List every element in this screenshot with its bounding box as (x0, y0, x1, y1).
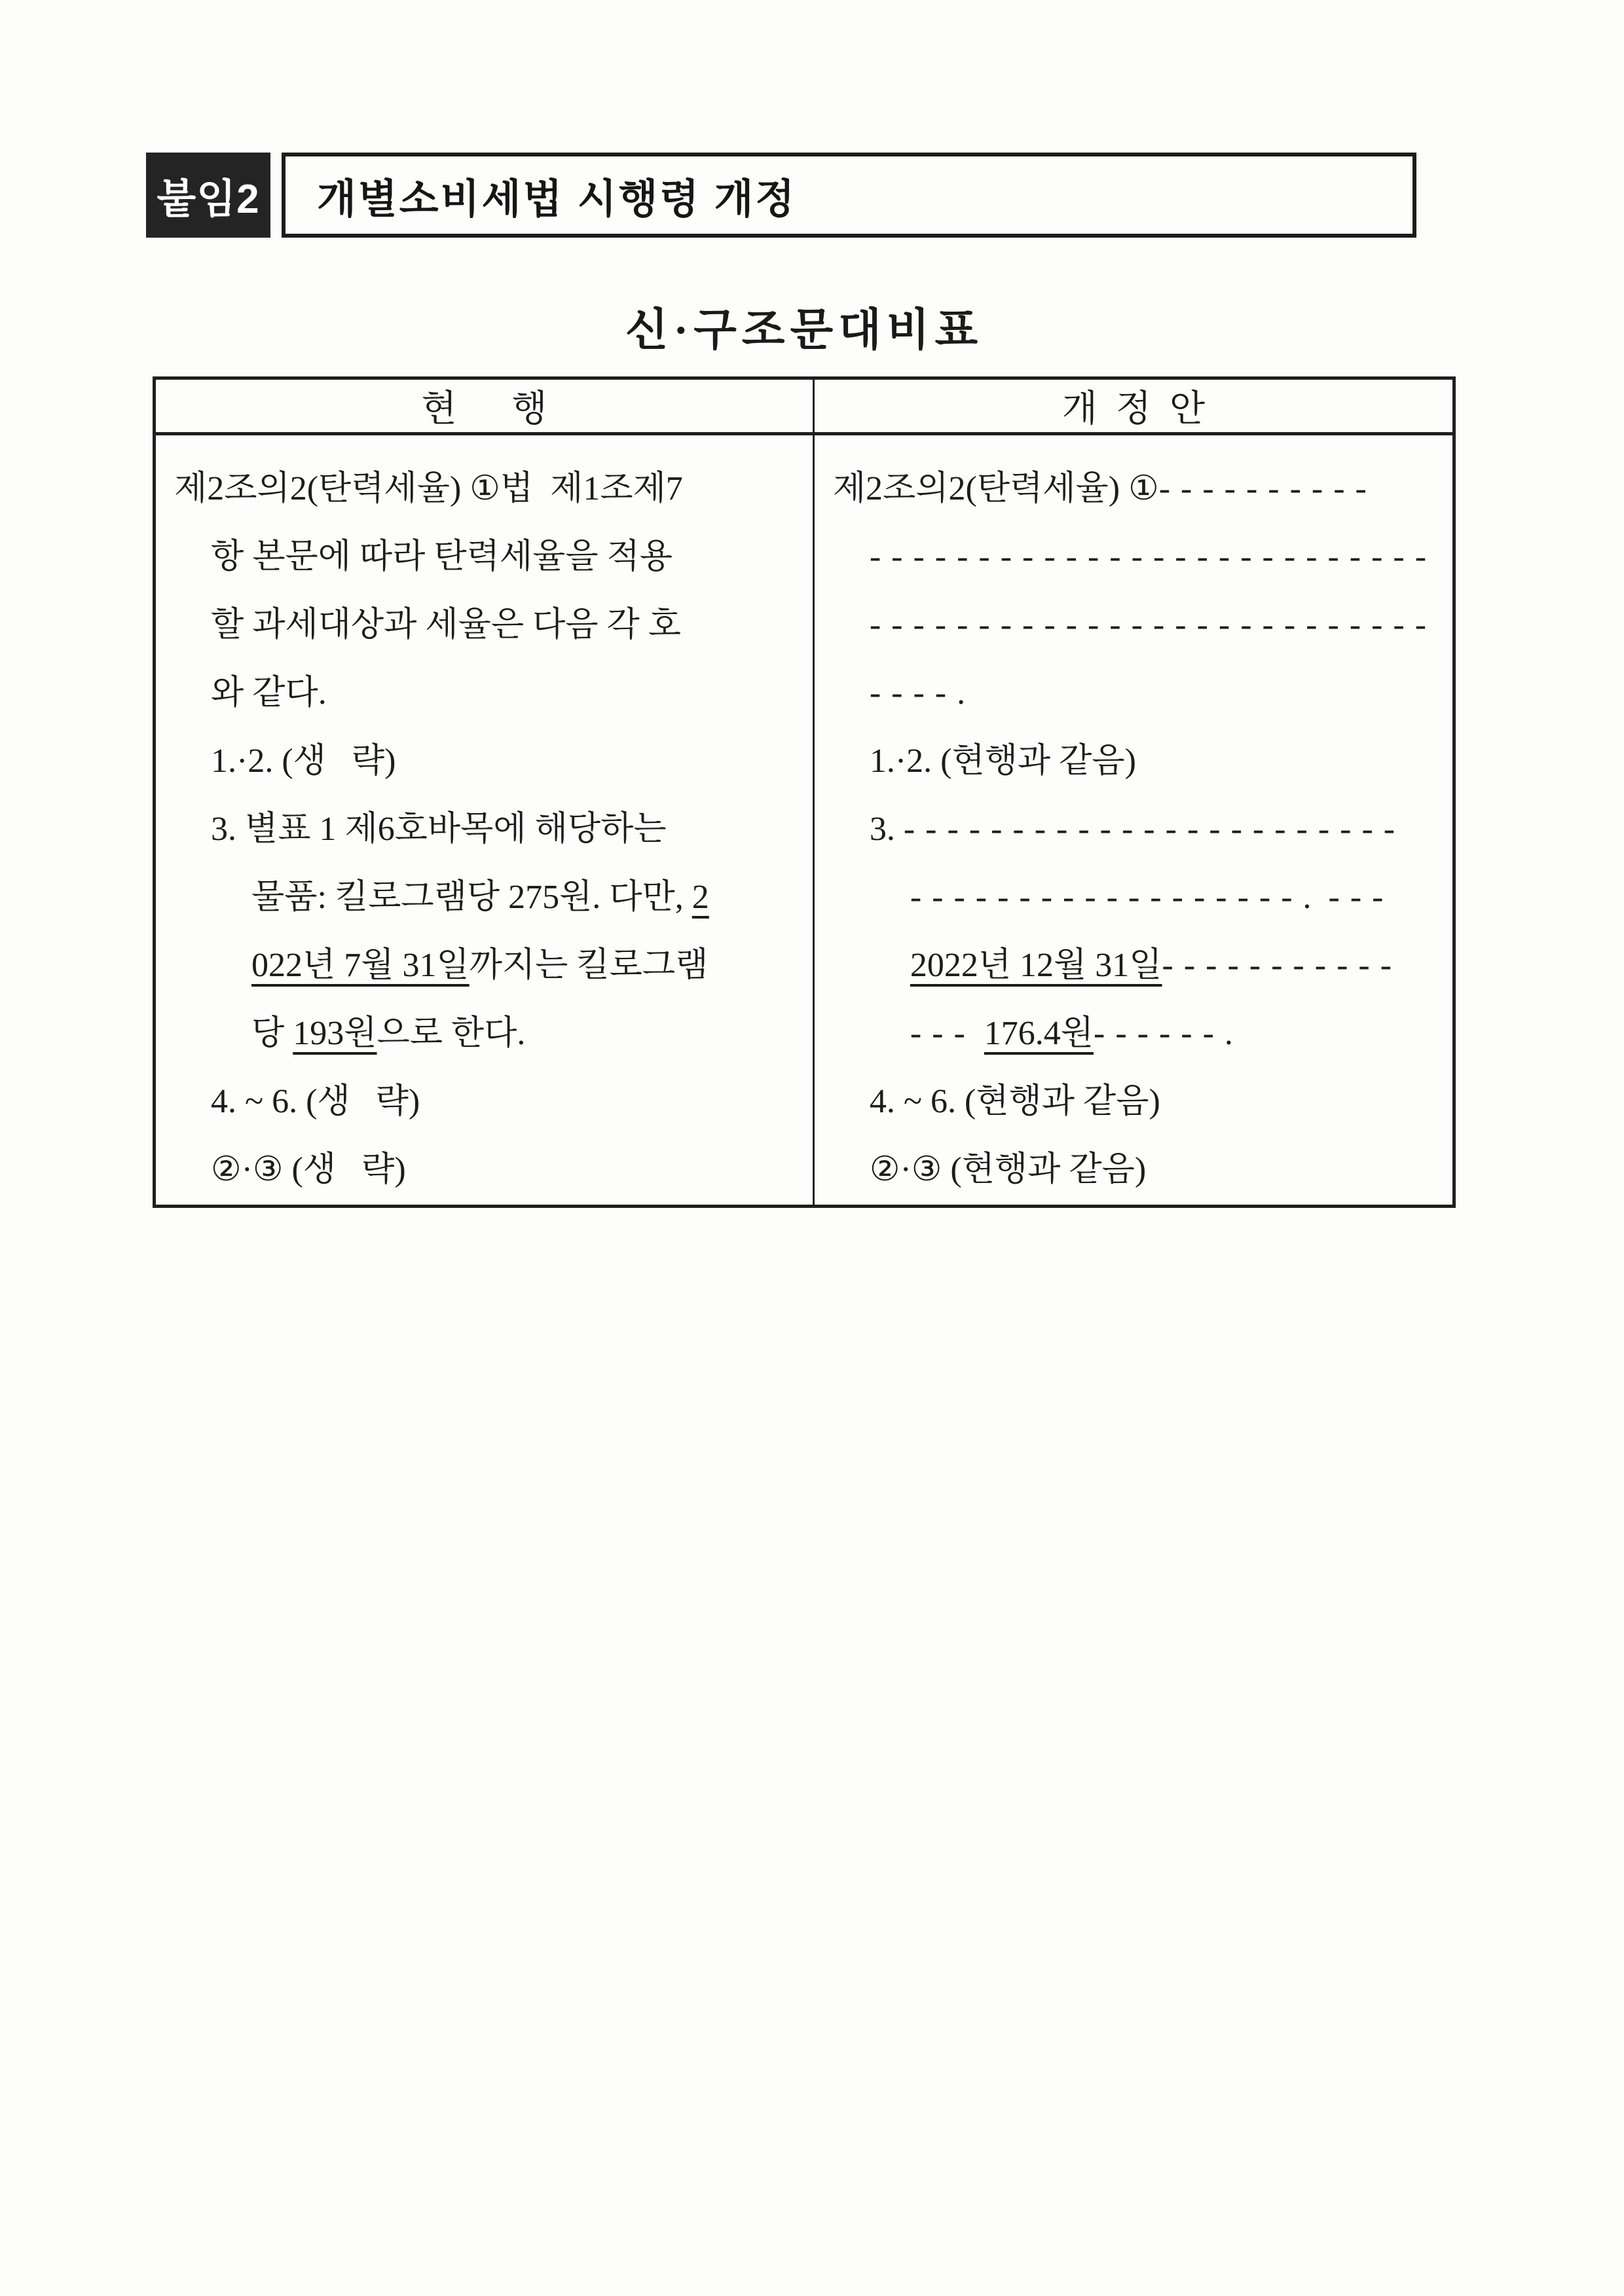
text-segment: 항 본문에 따라 탄력세율을 적용 (211, 538, 673, 575)
provision-line (174, 1136, 803, 1204)
text-segment: 3. (869, 811, 904, 848)
underlined-revision-text: 2 (692, 879, 709, 916)
provision-line (174, 1068, 803, 1136)
unchanged-dash-run: ----------------------- (903, 811, 1406, 848)
provision-line (833, 591, 1443, 659)
provision-line (833, 864, 1443, 932)
underlined-revision-text: 193원 (293, 1015, 377, 1052)
unchanged-dash-run: ---------- (1158, 470, 1377, 507)
table-header-revised: 개 정 안 (1061, 389, 1206, 429)
provision-line (833, 1000, 1443, 1068)
provision-line (833, 932, 1443, 1000)
provision-line (174, 795, 803, 864)
underlined-revision-text: 022년 7월 31일 (251, 947, 470, 984)
unchanged-dash-run: ----------- (1162, 947, 1403, 984)
provision-line (174, 523, 803, 591)
section-header-title: 개별소비세법 시행령 개정 (317, 176, 797, 222)
document-title: 신·구조문대비표 (625, 305, 984, 355)
unchanged-dash-run: -------------------------- (869, 538, 1437, 575)
provision-line (174, 727, 803, 795)
provision-line (174, 932, 803, 1000)
provision-line (174, 591, 803, 659)
text-segment: 할 과세대상과 세율은 다음 각 호 (211, 606, 682, 644)
current-provision-cell (156, 435, 815, 1205)
text-segment: 제2조의2(탄력세율) ①법 제1조제7 (174, 470, 683, 507)
section-header-box (282, 153, 1416, 238)
text-segment: 와 같다. (211, 674, 327, 712)
provision-line (174, 864, 803, 932)
text-segment: 까지는 킬로그램 (469, 947, 709, 984)
text-segment: 1.·2. (현행과 같음) (869, 742, 1136, 780)
attachment-badge: 붙임2 (146, 153, 270, 238)
text-segment: 1.·2. (생 략) (211, 742, 396, 780)
text-segment: 으로 한다. (377, 1015, 526, 1052)
revised-provision-cell (815, 435, 1452, 1205)
provision-line (833, 455, 1443, 523)
unchanged-dash-run: ------ (1094, 1015, 1225, 1052)
text-segment: 4. ~ 6. (생 략) (211, 1083, 420, 1120)
text-segment: . (1302, 879, 1329, 916)
unchanged-dash-run: --- (910, 1015, 976, 1052)
text-segment: 3. 별표 1 제6호바목에 해당하는 (211, 811, 667, 848)
text-segment: 당 (251, 1015, 293, 1052)
text-segment: 4. ~ 6. (현행과 같음) (869, 1083, 1160, 1120)
provision-line (833, 1136, 1443, 1204)
provision-line (174, 1000, 803, 1068)
underlined-revision-text: 2022년 12월 31일 (910, 947, 1162, 984)
table-header-current: 현 행 (156, 380, 815, 432)
unchanged-dash-run: ---- (869, 674, 957, 712)
text-segment (976, 1015, 984, 1052)
provision-line (833, 795, 1443, 864)
provision-line (174, 455, 803, 523)
text-segment: 제2조의2(탄력세율) ① (832, 470, 1159, 507)
text-segment: . (957, 674, 966, 712)
table-body-row (156, 435, 1452, 1205)
text-segment: . (1224, 1015, 1233, 1052)
underlined-revision-text: 176.4원 (984, 1015, 1094, 1052)
unchanged-dash-run: --- (1328, 879, 1394, 916)
comparison-table (153, 376, 1456, 1208)
unchanged-dash-run: -------------------------- (869, 606, 1437, 644)
text-segment: ②·③ (현행과 같음) (869, 1151, 1147, 1188)
provision-line (833, 659, 1443, 727)
text-segment: ②·③ (생 략) (211, 1151, 406, 1188)
text-segment: 물품: 킬로그램당 275원. 다만, (251, 879, 692, 916)
unchanged-dash-run: ------------------ (910, 879, 1303, 916)
provision-line (833, 1068, 1443, 1136)
provision-line (833, 727, 1443, 795)
provision-line (174, 659, 803, 727)
provision-line (833, 523, 1443, 591)
table-header-row (156, 380, 1452, 435)
